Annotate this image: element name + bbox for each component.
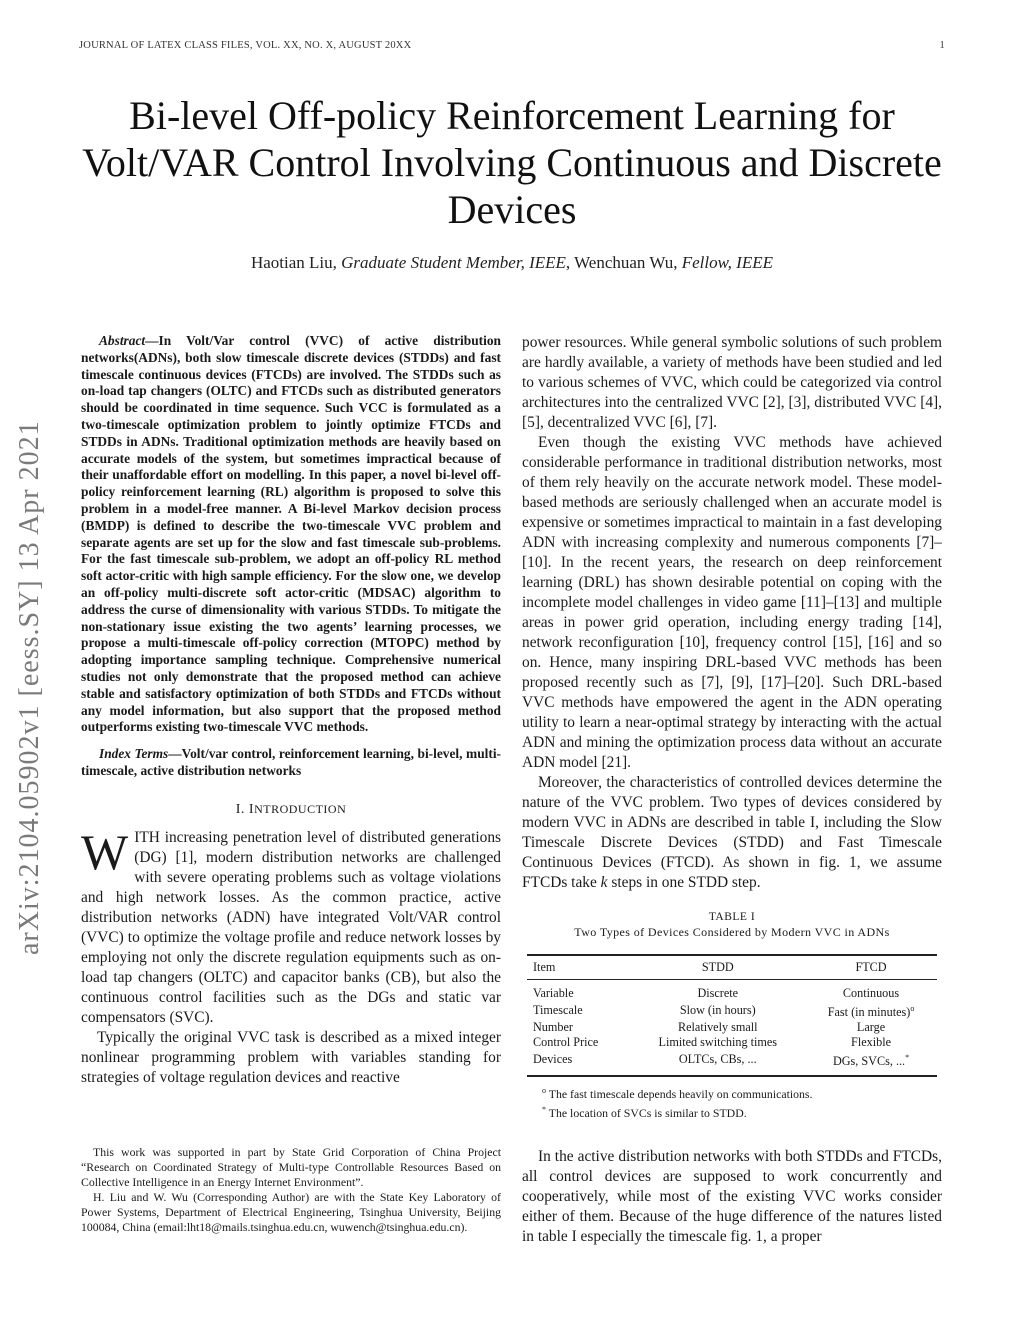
author-2-role: Fellow, IEEE bbox=[681, 253, 773, 272]
index-terms-label: Index Terms bbox=[99, 746, 169, 762]
column-header: STDD bbox=[630, 955, 805, 980]
table-row bbox=[527, 1050, 937, 1076]
table-row bbox=[527, 980, 937, 1002]
intro-paragraph-1-text: ITH increasing penetration level of distributed generations (DG) [1], modern distribution networks are challenged with severe operating problems such as voltage violations and high network losses. As the common practice, active distribution networks (ADN) have integrated Volt/VAR control (VVC) to optimize the voltage profile and reduce network losses by employing not only the discrete regulation equipments such as on-load tap changers (OLTC) and capacitor banks (CB), but also the continuous control facilities such as the DGs and static var compensators (SVC). bbox=[81, 828, 501, 1026]
paper-title: Bi-level Off-policy Reinforcement Learning for Volt/VAR Control Involving Continuous and Discrete Devices bbox=[82, 93, 942, 232]
section-title: NTRODUCTION bbox=[254, 801, 347, 816]
left-column bbox=[81, 333, 501, 1088]
author-2-name: , Wenchuan Wu, bbox=[565, 253, 678, 272]
table-cell bbox=[805, 1001, 937, 1020]
table-cell: OLTCs, CBs, ... bbox=[630, 1050, 805, 1076]
body-paragraph-3-text-a: Moreover, the characteristics of controlled devices determine the nature of the VVC problem. Two types of devices considered by modern VVC in ADNs are described in table I, including the Slow Timescale Discrete Devices (STDD) and Fast Timescale Continuous Devices (FTCD). As shown in fig. 1, we assume FTCDs take bbox=[522, 774, 942, 891]
abstract-text: —In Volt/Var control (VVC) of active distribution networks(ADNs), both slow timescale discrete devices (STDDs) and fast timescale continuous devices (FTCDs) are involved. The STDDs such as on-load tap changers (OLTC) and FTCDs such as distributed generators should be coordinated in time sequence. Such VCC is formulated as a two-timescale optimization problem to jointly optimize FTCDs and STDDs in ADNs. Traditional optimization methods are heavily based on accurate models of the system, but sometimes impractical because of their unaffordable effort on modelling. In this paper, a novel bi-level off-policy reinforcement learning (RL) algorithm is proposed to solve this problem in a model-free manner. A Bi-level Markov decision process (BMDP) is defined to describe the two-timescale VVC problem and separate agents are set up for the slow and fast timescale sub-problems. For the fast timescale sub-problem, we adopt an off-policy RL method soft actor-critic with high sample efficiency. For the slow one, we develop an off-policy multi-discrete soft actor-critic (MDSAC) algorithm to address the curse of dimensionality with various STDDs. To mitigate the non-stationary issue existing the two agents’ learning processes, we propose a multi-timescale off-policy correction (MTOPC) method by adopting importance sampling technique. Comprehensive numerical studies not only demonstrate that the proposed method can achieve stable and satisfactory optimization of both STDDs and FTCDs without any model information, but also support that the proposed method outperforms existing two-timescale VVC methods. bbox=[81, 333, 501, 735]
table-cell: Slow (in hours) bbox=[679, 1003, 756, 1018]
table-cell: Continuous bbox=[842, 986, 900, 1000]
running-header bbox=[79, 40, 945, 51]
intro-paragraph-2: Typically the original VVC task is described as a mixed integer nonlinear programming problem with variables standing for strategies of voltage regulation devices and reactive bbox=[81, 1028, 501, 1086]
author-1-name: Haotian Liu, bbox=[250, 253, 337, 272]
table-row bbox=[527, 1001, 937, 1020]
table-cell: Number bbox=[533, 1020, 573, 1035]
note-marker: * bbox=[905, 1053, 910, 1063]
note-marker: o bbox=[542, 1086, 546, 1096]
table-label: TABLE I bbox=[708, 911, 756, 923]
abstract bbox=[81, 333, 501, 736]
table-note-text: The fast timescale depends heavily on communications. bbox=[548, 1087, 813, 1102]
column-header: FTCD bbox=[805, 955, 937, 980]
table-cell bbox=[805, 1050, 937, 1076]
table-header-row bbox=[527, 955, 937, 980]
table-cell: Timescale bbox=[533, 1003, 583, 1018]
section-numeral: I. I bbox=[235, 801, 255, 817]
note-marker: * bbox=[542, 1105, 546, 1115]
section-heading-introduction bbox=[81, 802, 501, 818]
table-cell: Variable bbox=[533, 986, 574, 1000]
table-cell: Devices bbox=[527, 1050, 630, 1076]
table-cell: Control Price bbox=[533, 1035, 599, 1050]
index-terms-text: —Volt/var control, reinforcement learning, bi-level, multi-timescale, active distribution networks bbox=[81, 746, 502, 778]
index-terms bbox=[81, 746, 501, 780]
table-notes bbox=[542, 1083, 942, 1121]
abstract-label: Abstract bbox=[99, 333, 146, 348]
table-row bbox=[527, 1035, 937, 1050]
table-row bbox=[527, 1020, 937, 1035]
table-cell: Large bbox=[856, 1020, 886, 1035]
note-marker: o bbox=[910, 1004, 915, 1013]
table-cell: Limited switching times bbox=[658, 1035, 777, 1050]
author-line bbox=[60, 253, 964, 273]
affiliation-note: H. Liu and W. Wu (Corresponding Author) are with the State Key Laboratory of Power Systems, Department of Electrical Engineering, Tsinghua University, Beijing 100084, China (email:lht18@mails.tsinghua.edu.cn, wuwench@tsinghua.edu.cn). bbox=[81, 1190, 501, 1234]
table-cell-text: Fast (in minutes) bbox=[827, 1005, 911, 1020]
table-note-text: The location of SVCs is similar to STDD. bbox=[548, 1105, 747, 1120]
body-paragraph-4: In the active distribution networks with both STDDs and FTCDs, all control devices are supposed to work concurrently and cooperatively, while most of the existing VVC works consider either of them. Because of the huge difference of the natures listed in table I especially the timescale fig. 1, a proper bbox=[522, 1147, 942, 1245]
body-paragraph-2: Even though the existing VVC methods have achieved considerable performance in traditional distribution networks, most of them rely heavily on the accurate network model. These model-based methods are seriously challenged when an accurate model is expensive or sometimes impractical to maintain in a fast developing ADN with increasing complexity and numerous components [7]–[10]. In the recent years, the research on deep reinforcement learning (DRL) has shown desirable potential on coping with the incomplete model challenges in video game [11]–[13] and multiple areas in power grid operation, including energy trading [14], network reconfiguration [10], frequency control [15], [16] and so on. Hence, many inspiring DRL-based VVC methods has been proposed recently such as [7], [9], [17]–[20]. Such DRL-based VVC methods have empowered the agent in the ADN operating utility to learn a near-optimal strategy by interacting with the actual ADN and mining the optimization process data without an accurate ADN model [21]. bbox=[522, 434, 942, 771]
column-header: Item bbox=[527, 955, 630, 980]
author-1-role: Graduate Student Member, IEEE bbox=[341, 253, 566, 272]
body-paragraph-3-text-b: steps in one STDD step. bbox=[607, 874, 761, 891]
drop-cap: W bbox=[81, 823, 129, 880]
title-block bbox=[60, 92, 964, 273]
body-paragraph-3 bbox=[522, 773, 942, 893]
table-caption: Two Types of Devices Considered by Modern VVC in ADNs bbox=[574, 925, 890, 939]
table-cell-text: DGs, SVCs, ... bbox=[832, 1054, 906, 1069]
table-note-2 bbox=[542, 1102, 942, 1121]
table-note-1 bbox=[542, 1083, 942, 1102]
arxiv-identifier-stamp: arXiv:2104.05902v1 [eess.SY] 13 Apr 2021 bbox=[14, 420, 45, 955]
footnote bbox=[81, 1145, 501, 1235]
table-cell: Discrete bbox=[697, 986, 739, 1000]
page-number: 1 bbox=[939, 40, 945, 51]
body-paragraph-1: power resources. While general symbolic solutions of such problem are hardly available, a variety of methods have been studied and led to various schemes of VVC, which could be categorized via control architectures into the centralized VVC [2], [3], distributed VVC [4], [5], decentralized VVC [6], [7]. bbox=[522, 334, 942, 431]
device-comparison-table bbox=[527, 954, 937, 1077]
right-column bbox=[522, 333, 942, 1247]
journal-running-title: JOURNAL OF LATEX CLASS FILES, VOL. XX, NO. X, AUGUST 20XX bbox=[79, 40, 412, 51]
table-cell: Relatively small bbox=[677, 1020, 758, 1035]
table-cell: Flexible bbox=[851, 1035, 891, 1050]
intro-paragraph-1 bbox=[81, 823, 501, 1028]
math-variable-k: k bbox=[600, 874, 608, 891]
table-1 bbox=[522, 911, 942, 1121]
funding-note: This work was supported in part by State Grid Corporation of China Project “Research on Coordinated Strategy of Multi-type Controllable Resources Based on Collective Intelligence in an Energy Internet Environment”. bbox=[81, 1145, 501, 1189]
